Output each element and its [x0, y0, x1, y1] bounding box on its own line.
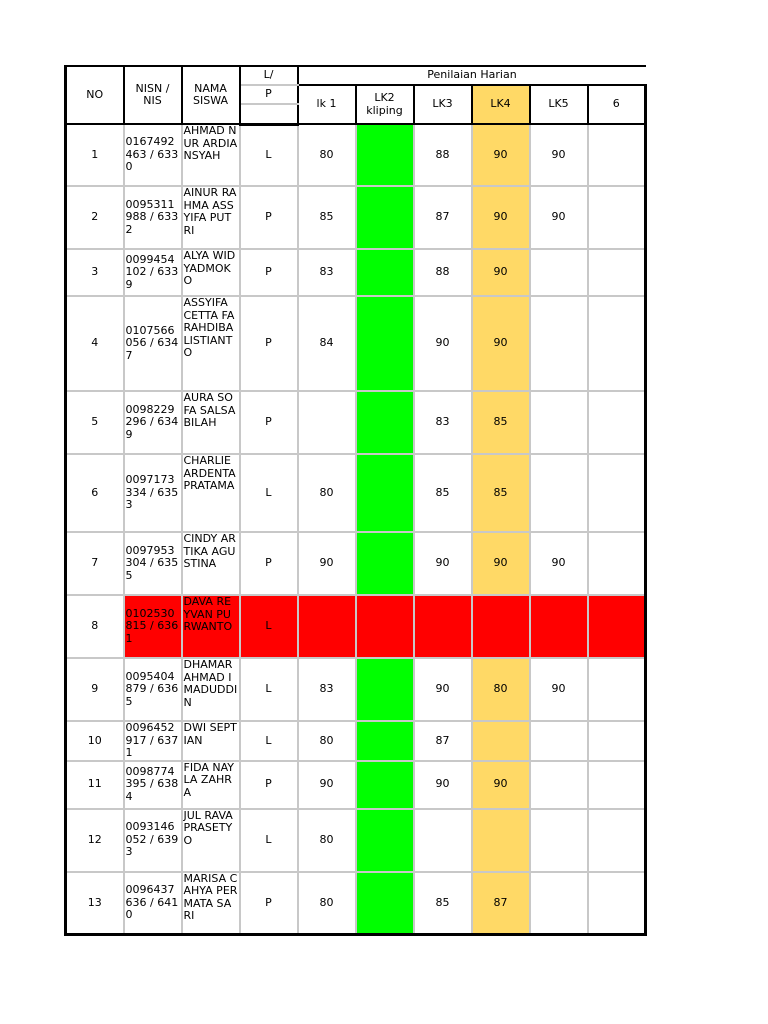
table-row: [66, 454, 646, 532]
row-lk1: 90: [298, 532, 356, 595]
row-lk4: 85: [472, 454, 530, 532]
row-lk1: 83: [298, 658, 356, 721]
row-lk1: 80: [298, 872, 356, 935]
row-lk3: 90: [414, 658, 472, 721]
table-row: [66, 658, 646, 721]
table-row: [66, 391, 646, 454]
header-no: NO: [66, 66, 124, 124]
row-lk3: 85: [414, 872, 472, 935]
row-lk1: [298, 595, 356, 658]
row-nama: DHAMAR AHMAD IMADUDDIN: [182, 658, 240, 721]
header-lk2: LK2 kliping: [356, 85, 414, 124]
row-lk4: 90: [472, 249, 530, 296]
row-lk1: 80: [298, 809, 356, 872]
row-gender: L: [240, 658, 298, 721]
row-gender: P: [240, 249, 298, 296]
row-lk5: [530, 595, 588, 658]
row-lk2: [356, 249, 414, 296]
row-gender: P: [240, 761, 298, 809]
row-lk2: [356, 124, 414, 186]
row-lk4: 85: [472, 391, 530, 454]
row-no: 3: [66, 249, 124, 296]
row-lk3: 90: [414, 296, 472, 391]
row-nama: ASSYIFA CETTA FARAHDIBA LISTIANTO: [182, 296, 240, 391]
row-nama: ALYA WIDYADMOKO: [182, 249, 240, 296]
row-lk3: 90: [414, 761, 472, 809]
row-col6: [588, 595, 646, 658]
row-no: 2: [66, 186, 124, 249]
row-lk4: [472, 595, 530, 658]
table-row: [66, 761, 646, 809]
row-gender: L: [240, 595, 298, 658]
row-lk4: 90: [472, 761, 530, 809]
row-nama: DWI SEPTIAN: [182, 721, 240, 761]
table-row: [66, 249, 646, 296]
header-penilaian-harian: Penilaian Harian: [298, 66, 646, 85]
table-row: [66, 532, 646, 595]
header-lk1: lk 1: [298, 85, 356, 124]
row-nisn: 0098774395 / 6384: [124, 761, 182, 809]
row-nisn: 0098229296 / 6349: [124, 391, 182, 454]
row-lk5: [530, 296, 588, 391]
row-lk5: 90: [530, 124, 588, 186]
row-gender: L: [240, 454, 298, 532]
row-lk4: 90: [472, 186, 530, 249]
row-nisn: 0095404879 / 6365: [124, 658, 182, 721]
table-row: [66, 595, 646, 658]
row-no: 6: [66, 454, 124, 532]
table-row: [66, 809, 646, 872]
grade-table: [64, 65, 647, 936]
row-lk2: [356, 595, 414, 658]
row-gender: L: [240, 124, 298, 186]
row-nisn: 0167492463 / 6330: [124, 124, 182, 186]
row-lk3: [414, 809, 472, 872]
row-lk5: 90: [530, 658, 588, 721]
row-no: 11: [66, 761, 124, 809]
row-lk1: 85: [298, 186, 356, 249]
row-col6: [588, 761, 646, 809]
row-nama: MARISA CAHYA PERMATA SARI: [182, 872, 240, 935]
row-lk4: 90: [472, 124, 530, 186]
row-no: 12: [66, 809, 124, 872]
row-col6: [588, 872, 646, 935]
row-lk2: [356, 454, 414, 532]
row-no: 4: [66, 296, 124, 391]
row-col6: [588, 391, 646, 454]
row-lk1: 90: [298, 761, 356, 809]
row-lk2: [356, 658, 414, 721]
row-lk5: [530, 454, 588, 532]
row-nisn: 0107566056 / 6347: [124, 296, 182, 391]
row-lk2: [356, 761, 414, 809]
row-nisn: 0095311988 / 6332: [124, 186, 182, 249]
row-lk5: 90: [530, 532, 588, 595]
header-lk4: LK4: [472, 85, 530, 124]
row-gender: P: [240, 186, 298, 249]
row-gender: P: [240, 296, 298, 391]
row-nama: CINDY ARTIKA AGUSTINA: [182, 532, 240, 595]
row-lk1: 80: [298, 454, 356, 532]
header-nisn: NISN / NIS: [124, 66, 182, 124]
row-col6: [588, 249, 646, 296]
row-no: 5: [66, 391, 124, 454]
table-row: [66, 296, 646, 391]
row-nisn: 0097173334 / 6353: [124, 454, 182, 532]
row-lk2: [356, 809, 414, 872]
table-row: [66, 186, 646, 249]
row-lk5: [530, 809, 588, 872]
table-row: [66, 872, 646, 935]
row-lk2: [356, 186, 414, 249]
row-col6: [588, 809, 646, 872]
row-nama: DAVA REYVAN PURWANTO: [182, 595, 240, 658]
row-lk1: [298, 391, 356, 454]
header-6: 6: [588, 85, 646, 124]
row-col6: [588, 532, 646, 595]
row-lk1: 80: [298, 124, 356, 186]
row-gender: P: [240, 872, 298, 935]
row-no: 10: [66, 721, 124, 761]
row-lk3: 90: [414, 532, 472, 595]
row-lk5: [530, 761, 588, 809]
row-lk2: [356, 721, 414, 761]
row-no: 13: [66, 872, 124, 935]
row-gender: P: [240, 532, 298, 595]
table-row: [66, 721, 646, 761]
table-row: [66, 124, 646, 186]
row-lk4: 87: [472, 872, 530, 935]
row-lk4: 80: [472, 658, 530, 721]
row-lk3: 85: [414, 454, 472, 532]
row-lk3: [414, 595, 472, 658]
row-nama: JUL RAVA PRASETYO: [182, 809, 240, 872]
row-lk4: [472, 809, 530, 872]
row-nisn: 0097953304 / 6355: [124, 532, 182, 595]
row-nama: CHARLIE ARDENTA PRATAMA: [182, 454, 240, 532]
row-gender: L: [240, 721, 298, 761]
row-lk3: 87: [414, 721, 472, 761]
row-lk4: 90: [472, 532, 530, 595]
row-nisn: 0096452917 / 6371: [124, 721, 182, 761]
header-lk3: LK3: [414, 85, 472, 124]
row-lk2: [356, 296, 414, 391]
row-lk3: 88: [414, 249, 472, 296]
row-lk5: [530, 249, 588, 296]
row-no: 9: [66, 658, 124, 721]
header-nama: NAMA SISWA: [182, 66, 240, 124]
row-nisn: 0096437636 / 6410: [124, 872, 182, 935]
row-nisn: 0102530815 / 6361: [124, 595, 182, 658]
row-col6: [588, 721, 646, 761]
row-lk5: [530, 872, 588, 935]
row-col6: [588, 454, 646, 532]
row-gender: P: [240, 391, 298, 454]
row-lk1: 83: [298, 249, 356, 296]
row-lk1: 80: [298, 721, 356, 761]
header-lk5: LK5: [530, 85, 588, 124]
row-nama: AHMAD NUR ARDIANSYAH: [182, 124, 240, 186]
row-col6: [588, 186, 646, 249]
row-no: 7: [66, 532, 124, 595]
row-lk3: 87: [414, 186, 472, 249]
header-lp-top: L/: [240, 66, 298, 85]
row-lk5: [530, 391, 588, 454]
row-col6: [588, 658, 646, 721]
row-lk3: 83: [414, 391, 472, 454]
header-lp-empty: [240, 104, 298, 124]
row-lk5: [530, 721, 588, 761]
row-lk1: 84: [298, 296, 356, 391]
row-nama: FIDA NAYLA ZAHRA: [182, 761, 240, 809]
row-nisn: 0099454102 / 6339: [124, 249, 182, 296]
row-no: 1: [66, 124, 124, 186]
row-col6: [588, 124, 646, 186]
row-nama: AINUR RAHMA ASSYIFA PUTRI: [182, 186, 240, 249]
row-gender: L: [240, 809, 298, 872]
row-lk3: 88: [414, 124, 472, 186]
row-lk2: [356, 872, 414, 935]
header-lp-bottom: P: [240, 85, 298, 104]
row-lk2: [356, 532, 414, 595]
row-lk2: [356, 391, 414, 454]
row-nama: AURA SOFA SALSABILAH: [182, 391, 240, 454]
row-col6: [588, 296, 646, 391]
row-lk4: [472, 721, 530, 761]
row-no: 8: [66, 595, 124, 658]
row-lk5: 90: [530, 186, 588, 249]
row-lk4: 90: [472, 296, 530, 391]
row-nisn: 0093146052 / 6393: [124, 809, 182, 872]
